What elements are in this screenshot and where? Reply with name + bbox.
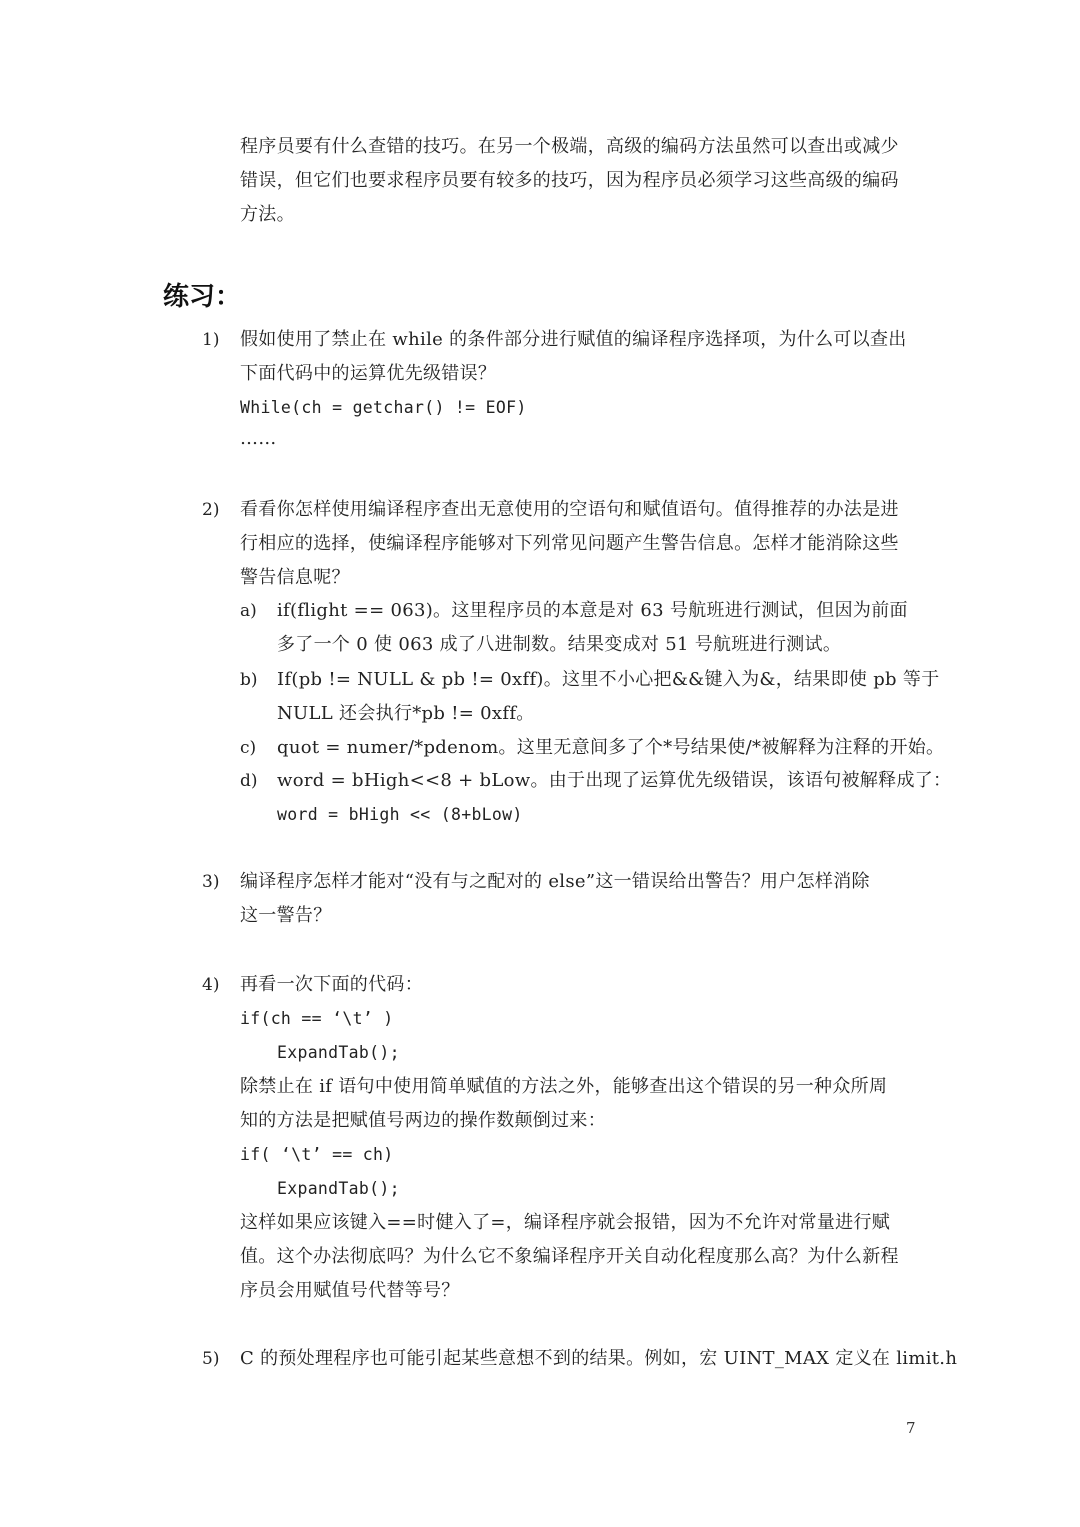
exercise-2b-line-1: If(pb != NULL & pb != 0xff)。这里不小心把&&键入为&，结果即使 pb 等于 — [277, 669, 940, 690]
exercise-1-number: 1) — [202, 330, 220, 350]
intro-line-2: 错误，但它们也要求程序员要有较多的技巧，因为程序员必须学习这些高级的编码 — [240, 170, 899, 191]
exercise-4-end-line-1: 这样如果应该键入==时健入了=，编译程序就会报错，因为不允许对常量进行赋 — [240, 1212, 891, 1233]
exercises-heading: 练习： — [163, 282, 242, 312]
exercise-2-line-1: 看看你怎样使用编译程序查出无意使用的空语句和赋值语句。值得推荐的办法是进 — [240, 499, 899, 520]
exercise-1-line-1: 假如使用了禁止在 while 的条件部分进行赋值的编译程序选择项，为什么可以查出 — [240, 329, 907, 350]
exercise-4-code1-line-1: if(ch == ‘\t’ ) — [240, 1009, 394, 1028]
exercise-4-number: 4) — [202, 975, 220, 995]
exercise-4-code1-line-2: ExpandTab(); — [277, 1043, 400, 1062]
page-number: 7 — [906, 1419, 916, 1437]
exercise-4-middle-line-2: 知的方法是把赋值号两边的操作数颠倒过来： — [240, 1110, 606, 1131]
exercise-2d-line-1: word = bHigh<<8 + bLow。由于出现了运算优先级错误，该语句被解释成了： — [277, 770, 952, 791]
exercise-2c-line-1: quot = numer/*pdenom。这里无意间多了个*号结果使/*被解释为注释的开始。 — [277, 737, 945, 758]
exercise-4-end-line-2: 值。这个办法彻底吗？为什么它不象编译程序开关自动化程度那么高？为什么新程 — [240, 1246, 899, 1267]
exercise-2a-line-1: if(flight == 063)。这里程序员的本意是对 63 号航班进行测试，但因为前面 — [277, 600, 908, 621]
exercise-2a-label: a) — [240, 601, 257, 621]
exercise-2c-label: c) — [240, 738, 257, 758]
exercise-3-line-2: 这一警告？ — [240, 905, 332, 926]
exercise-2b-label: b) — [240, 670, 258, 690]
exercise-4-code2-line-1: if( ‘\t’ == ch) — [240, 1145, 394, 1164]
exercise-2d-line-2: word = bHigh << (8+bLow) — [277, 805, 523, 824]
exercise-3-line-1: 编译程序怎样才能对“没有与之配对的 else”这一错误给出警告？用户怎样消除 — [240, 871, 870, 892]
exercise-4-middle-line-1: 除禁止在 if 语句中使用简单赋值的方法之外，能够查出这个错误的另一种众所周 — [240, 1076, 888, 1097]
exercise-4-line-1: 再看一次下面的代码： — [240, 974, 423, 995]
exercise-4-code2-line-2: ExpandTab(); — [277, 1179, 400, 1198]
exercise-2b-line-2: NULL 还会执行*pb != 0xff。 — [277, 703, 535, 724]
intro-line-1: 程序员要有什么查错的技巧。在另一个极端，高级的编码方法虽然可以查出或减少 — [240, 136, 899, 157]
exercise-5-line-1: C 的预处理程序也可能引起某些意想不到的结果。例如，宏 UINT_MAX 定义在 limit.h — [240, 1348, 958, 1369]
exercise-1-code-2: …… — [240, 428, 277, 449]
exercise-2-line-2: 行相应的选择，使编译程序能够对下列常见问题产生警告信息。怎样才能消除这些 — [240, 533, 899, 554]
exercise-1-code-1: While(ch = getchar() != EOF) — [240, 398, 527, 417]
exercise-2-line-3: 警告信息呢？ — [240, 567, 350, 588]
exercise-3-number: 3) — [202, 872, 220, 892]
exercise-1-line-2: 下面代码中的运算优先级错误？ — [240, 363, 497, 384]
exercise-5-number: 5) — [202, 1349, 220, 1369]
exercise-4-end-line-3: 序员会用赋值号代替等号？ — [240, 1280, 460, 1301]
exercise-2-number: 2) — [202, 500, 220, 520]
exercise-2a-line-2: 多了一个 0 使 063 成了八进制数。结果变成对 51 号航班进行测试。 — [277, 634, 842, 655]
intro-line-3: 方法。 — [240, 204, 295, 225]
exercise-2d-label: d) — [240, 771, 258, 791]
